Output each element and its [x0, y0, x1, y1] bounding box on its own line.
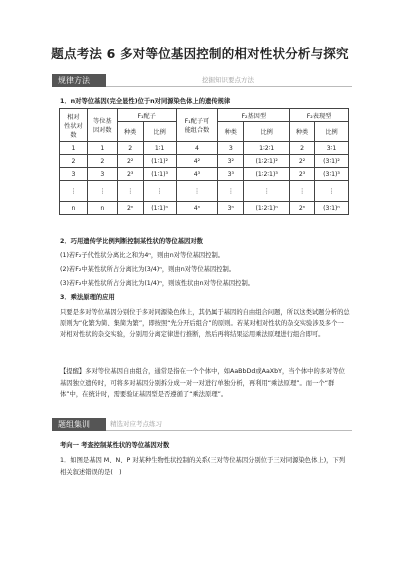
point3-text: 只要是多对等位基因分别位于多对同源染色体上，其仍属于基因的自由组合问题，所以这类试题分析的总原则为“化繁为简、集简为繁”，即按照“先分开后组合”的原则。若某对相对性状的杂交实验涉及多个一对相对性状的杂交实验，分别用分离定律进行推断，然后再将结果运用乘法原理进行组合即可。	[60, 309, 350, 338]
point1-heading: 1．n对等位基因(完全显性)位于n对同源染色体上的遗传规律	[60, 98, 231, 105]
tip-text: 【提醒】多对等位基因自由组合，通常是指在一个个体中，如AaBbDd或AaXbY，当个体中的多对等位基因独立遗传时，可将多对基因分别拆分成一对一对进行单独分析，再利用“乘法原理”。而一个“群体”中，在统计时，需要验证基因型是否遵循了“乘法原理”。	[60, 368, 345, 398]
point2-heading: 2．巧用遗传学比例判断控制某性状的等位基因对数	[60, 238, 203, 245]
table-row: ⋮ ⋮ ⋮ ⋮ ⋮ ⋮ ⋮ ⋮ ⋮	[60, 181, 349, 202]
section-tag: 规律方法	[52, 74, 106, 87]
direction-heading: 考向一 考查控制某性状的等位基因对数	[60, 442, 170, 449]
genetics-table	[59, 108, 349, 215]
subheader-ratio: 比例	[244, 122, 290, 142]
section-note: 精选对应考点练习	[110, 420, 162, 428]
section-header-rules	[52, 74, 352, 87]
subheader-kinds: 种类	[290, 122, 315, 142]
table-row: 2 2 2² (1∶1)² 4² 3² (1∶2∶1)² 2² (3∶1)²	[60, 155, 349, 168]
subheader-kinds: 种类	[117, 122, 143, 142]
point2-line: (3)若F₂中某性状所占分离比为(1/4)ⁿ，则该性状由n对等位基因控制。	[60, 280, 255, 287]
table-row: 3 3 2³ (1∶1)³ 4³ 3³ (1∶2∶1)³ 2³ (3∶1)³	[60, 168, 349, 181]
point2-line: (1)若F₂子代性状分离比之和为4ⁿ，则由n对等位基因控制。	[60, 252, 225, 259]
page-title: 题点考法 6 多对等位基因控制的相对性状分析与探究	[51, 46, 349, 61]
section-note: 挖掘知识要点方法	[202, 76, 254, 84]
section-tag: 题组集训	[52, 418, 106, 431]
table-row: 1 1 2 1∶1 4 3 1∶2∶1 2 3∶1	[60, 142, 349, 155]
header-allele-pairs: 等位基 因对数	[87, 109, 117, 142]
subheader-ratio: 比例	[315, 122, 349, 142]
subheader-kinds: 种类	[218, 122, 244, 142]
section-header-exercises	[52, 418, 352, 431]
table-row: n n 2ⁿ (1∶1)ⁿ 4ⁿ 3ⁿ (1∶2∶1)ⁿ 2ⁿ (3∶1)ⁿ	[60, 202, 349, 215]
header-trait-pairs: 相对 性状对 数	[60, 109, 88, 142]
header-f2-phenotype: F₂表现型	[290, 109, 349, 122]
header-f1-combos: F₁配子可 能组合数	[176, 109, 218, 142]
header-f1-gamete: F₁配子	[117, 109, 176, 122]
header-f2-genotype: F₂基因型	[218, 109, 290, 122]
point2-line: (2)若F₂中某性状所占分离比为(3/4)ⁿ，则由n对等位基因控制。	[60, 266, 236, 273]
subheader-ratio: 比例	[143, 122, 176, 142]
point3-heading: 3．乘法原理的应用	[60, 294, 115, 301]
question-text: 1．如图是基因 M、N、P 对某种生物性状控制的关系(三对等位基因分别位于三对同源染色体上)，下列相关叙述错误的是( )	[60, 457, 346, 476]
